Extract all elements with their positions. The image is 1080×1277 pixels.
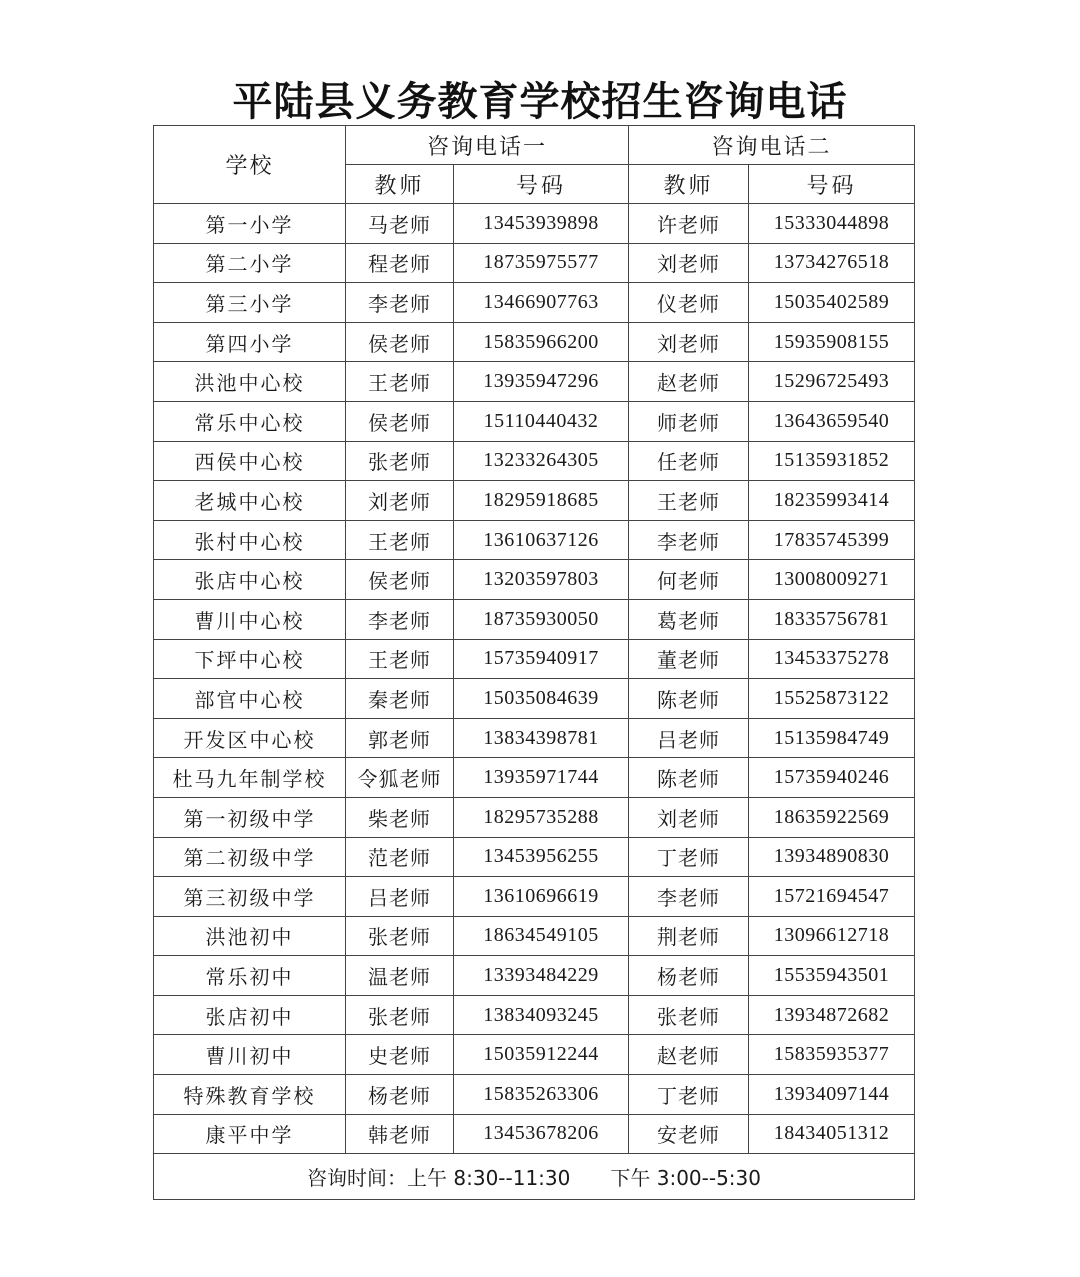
phone-2-cell: 13934097144 xyxy=(749,1075,915,1115)
phone-2-cell: 15525873122 xyxy=(749,679,915,719)
phone-2-cell: 18235993414 xyxy=(749,481,915,521)
consult-time-label: 咨询时间： xyxy=(307,1166,408,1191)
teacher-2-cell: 赵老师 xyxy=(629,1035,749,1075)
phone-1-cell: 15035912244 xyxy=(454,1035,629,1075)
teacher-2-cell: 李老师 xyxy=(629,877,749,917)
table-row xyxy=(154,679,915,719)
phone-1-cell: 15035084639 xyxy=(454,679,629,719)
teacher-1-cell: 范老师 xyxy=(346,837,454,877)
phone-1-cell: 18735975577 xyxy=(454,243,629,283)
teacher-2-cell: 许老师 xyxy=(629,204,749,244)
school-cell: 第三初级中学 xyxy=(154,877,346,917)
table-row xyxy=(154,639,915,679)
phone-2-cell: 13096612718 xyxy=(749,916,915,956)
phone-2-cell: 15721694547 xyxy=(749,877,915,917)
teacher-1-cell: 王老师 xyxy=(346,362,454,402)
phone-1-cell: 13453939898 xyxy=(454,204,629,244)
teacher-2-cell: 仪老师 xyxy=(629,283,749,323)
table-row xyxy=(154,1114,915,1154)
teacher-2-cell: 陈老师 xyxy=(629,758,749,798)
phone-2-cell: 17835745399 xyxy=(749,520,915,560)
phone-2-cell: 15835935377 xyxy=(749,1035,915,1075)
number-1-header: 号码 xyxy=(454,165,629,204)
teacher-2-cell: 荆老师 xyxy=(629,916,749,956)
table-row xyxy=(154,758,915,798)
phone-2-cell: 15535943501 xyxy=(749,956,915,996)
school-cell: 第一初级中学 xyxy=(154,797,346,837)
school-cell: 张村中心校 xyxy=(154,520,346,560)
school-cell: 老城中心校 xyxy=(154,481,346,521)
table-row xyxy=(154,956,915,996)
table-row xyxy=(154,599,915,639)
teacher-2-cell: 王老师 xyxy=(629,481,749,521)
phone-1-cell: 13453678206 xyxy=(454,1114,629,1154)
teacher-1-cell: 王老师 xyxy=(346,520,454,560)
table-row xyxy=(154,520,915,560)
phone-2-cell: 18335756781 xyxy=(749,599,915,639)
table-row xyxy=(154,916,915,956)
school-cell: 洪池中心校 xyxy=(154,362,346,402)
teacher-2-cell: 刘老师 xyxy=(629,797,749,837)
number-2-header: 号码 xyxy=(749,165,915,204)
school-cell: 洪池初中 xyxy=(154,916,346,956)
phone-1-cell: 18295735288 xyxy=(454,797,629,837)
teacher-1-cell: 温老师 xyxy=(346,956,454,996)
school-cell: 张店初中 xyxy=(154,995,346,1035)
teacher-1-cell: 侯老师 xyxy=(346,560,454,600)
teacher-1-cell: 杨老师 xyxy=(346,1075,454,1115)
teacher-1-cell: 李老师 xyxy=(346,283,454,323)
phone-2-cell: 15296725493 xyxy=(749,362,915,402)
teacher-2-cell: 葛老师 xyxy=(629,599,749,639)
teacher-2-cell: 吕老师 xyxy=(629,718,749,758)
teacher-2-cell: 陈老师 xyxy=(629,679,749,719)
phone-1-cell: 13610696619 xyxy=(454,877,629,917)
school-cell: 曹川中心校 xyxy=(154,599,346,639)
school-cell: 第二初级中学 xyxy=(154,837,346,877)
phone-2-cell: 13453375278 xyxy=(749,639,915,679)
phone-2-cell: 15935908155 xyxy=(749,322,915,362)
table-row xyxy=(154,362,915,402)
school-cell: 下坪中心校 xyxy=(154,639,346,679)
phone-2-cell: 15735940246 xyxy=(749,758,915,798)
teacher-2-cell: 张老师 xyxy=(629,995,749,1035)
footer-row xyxy=(154,1154,915,1200)
consult-time xyxy=(154,1154,915,1200)
table-row xyxy=(154,401,915,441)
teacher-2-cell: 丁老师 xyxy=(629,837,749,877)
teacher-1-cell: 刘老师 xyxy=(346,481,454,521)
table-row xyxy=(154,322,915,362)
school-cell: 张店中心校 xyxy=(154,560,346,600)
phone-2-cell: 15135931852 xyxy=(749,441,915,481)
teacher-2-cell: 任老师 xyxy=(629,441,749,481)
contact-table xyxy=(153,125,915,1200)
phone-1-cell: 18295918685 xyxy=(454,481,629,521)
teacher-1-cell: 张老师 xyxy=(346,995,454,1035)
table-row xyxy=(154,283,915,323)
phone-1-cell: 18735930050 xyxy=(454,599,629,639)
phone-2-cell: 13008009271 xyxy=(749,560,915,600)
school-cell: 开发区中心校 xyxy=(154,718,346,758)
school-cell: 常乐初中 xyxy=(154,956,346,996)
teacher-1-cell: 史老师 xyxy=(346,1035,454,1075)
table-row xyxy=(154,204,915,244)
school-cell: 常乐中心校 xyxy=(154,401,346,441)
phone-1-cell: 15835263306 xyxy=(454,1075,629,1115)
phone-2-cell: 15035402589 xyxy=(749,283,915,323)
teacher-1-cell: 柴老师 xyxy=(346,797,454,837)
phone-1-cell: 13834093245 xyxy=(454,995,629,1035)
phone-2-cell: 13734276518 xyxy=(749,243,915,283)
phone-1-cell: 13935947296 xyxy=(454,362,629,402)
table-row xyxy=(154,995,915,1035)
phone-1-cell: 13466907763 xyxy=(454,283,629,323)
school-cell: 第一小学 xyxy=(154,204,346,244)
teacher-1-cell: 吕老师 xyxy=(346,877,454,917)
phone-group-1-header: 咨询电话一 xyxy=(346,126,629,165)
teacher-2-cell: 赵老师 xyxy=(629,362,749,402)
page-title: 平陆县义务教育学校招生咨询电话 xyxy=(232,79,848,125)
table-row xyxy=(154,560,915,600)
school-cell: 康平中学 xyxy=(154,1114,346,1154)
teacher-1-cell: 侯老师 xyxy=(346,322,454,362)
header-row-1 xyxy=(154,126,915,165)
phone-1-cell: 15110440432 xyxy=(454,401,629,441)
school-cell: 曹川初中 xyxy=(154,1035,346,1075)
phone-2-cell: 18635922569 xyxy=(749,797,915,837)
teacher-2-cell: 何老师 xyxy=(629,560,749,600)
phone-2-cell: 13934872682 xyxy=(749,995,915,1035)
teacher-1-cell: 侯老师 xyxy=(346,401,454,441)
phone-1-cell: 15735940917 xyxy=(454,639,629,679)
phone-2-cell: 15333044898 xyxy=(749,204,915,244)
school-cell: 西侯中心校 xyxy=(154,441,346,481)
teacher-2-cell: 师老师 xyxy=(629,401,749,441)
phone-1-cell: 13834398781 xyxy=(454,718,629,758)
table-row xyxy=(154,1075,915,1115)
school-cell: 杜马九年制学校 xyxy=(154,758,346,798)
teacher-2-cell: 刘老师 xyxy=(629,322,749,362)
teacher-1-cell: 王老师 xyxy=(346,639,454,679)
school-cell: 第二小学 xyxy=(154,243,346,283)
teacher-2-cell: 李老师 xyxy=(629,520,749,560)
teacher-1-cell: 郭老师 xyxy=(346,718,454,758)
table-row xyxy=(154,481,915,521)
phone-1-cell: 15835966200 xyxy=(454,322,629,362)
table-row xyxy=(154,877,915,917)
table-body xyxy=(154,204,915,1154)
phone-1-cell: 13610637126 xyxy=(454,520,629,560)
teacher-1-cell: 程老师 xyxy=(346,243,454,283)
teacher-1-cell: 李老师 xyxy=(346,599,454,639)
teacher-2-cell: 杨老师 xyxy=(629,956,749,996)
teacher-1-cell: 张老师 xyxy=(346,441,454,481)
table-row xyxy=(154,797,915,837)
phone-2-cell: 13643659540 xyxy=(749,401,915,441)
phone-1-cell: 13935971744 xyxy=(454,758,629,798)
table-row xyxy=(154,718,915,758)
teacher-1-header: 教师 xyxy=(346,165,454,204)
phone-2-cell: 18434051312 xyxy=(749,1114,915,1154)
school-cell: 第三小学 xyxy=(154,283,346,323)
phone-1-cell: 13233264305 xyxy=(454,441,629,481)
teacher-2-cell: 安老师 xyxy=(629,1114,749,1154)
phone-1-cell: 13393484229 xyxy=(454,956,629,996)
table-row xyxy=(154,837,915,877)
teacher-1-cell: 韩老师 xyxy=(346,1114,454,1154)
teacher-2-cell: 丁老师 xyxy=(629,1075,749,1115)
phone-2-cell: 13934890830 xyxy=(749,837,915,877)
table-row xyxy=(154,243,915,283)
school-cell: 特殊教育学校 xyxy=(154,1075,346,1115)
teacher-1-cell: 令狐老师 xyxy=(346,758,454,798)
school-cell: 部官中心校 xyxy=(154,679,346,719)
consult-time-afternoon: 下午 3:00--5:30 xyxy=(610,1166,761,1191)
phone-2-cell: 15135984749 xyxy=(749,718,915,758)
teacher-2-cell: 刘老师 xyxy=(629,243,749,283)
phone-1-cell: 13203597803 xyxy=(454,560,629,600)
phone-group-2-header: 咨询电话二 xyxy=(629,126,915,165)
table-row xyxy=(154,1035,915,1075)
school-column-header: 学校 xyxy=(154,126,346,204)
teacher-1-cell: 马老师 xyxy=(346,204,454,244)
teacher-2-header: 教师 xyxy=(629,165,749,204)
teacher-1-cell: 秦老师 xyxy=(346,679,454,719)
teacher-2-cell: 董老师 xyxy=(629,639,749,679)
phone-1-cell: 13453956255 xyxy=(454,837,629,877)
table-row xyxy=(154,441,915,481)
teacher-1-cell: 张老师 xyxy=(346,916,454,956)
consult-time-morning: 上午 8:30--11:30 xyxy=(407,1166,571,1191)
school-cell: 第四小学 xyxy=(154,322,346,362)
phone-1-cell: 18634549105 xyxy=(454,916,629,956)
